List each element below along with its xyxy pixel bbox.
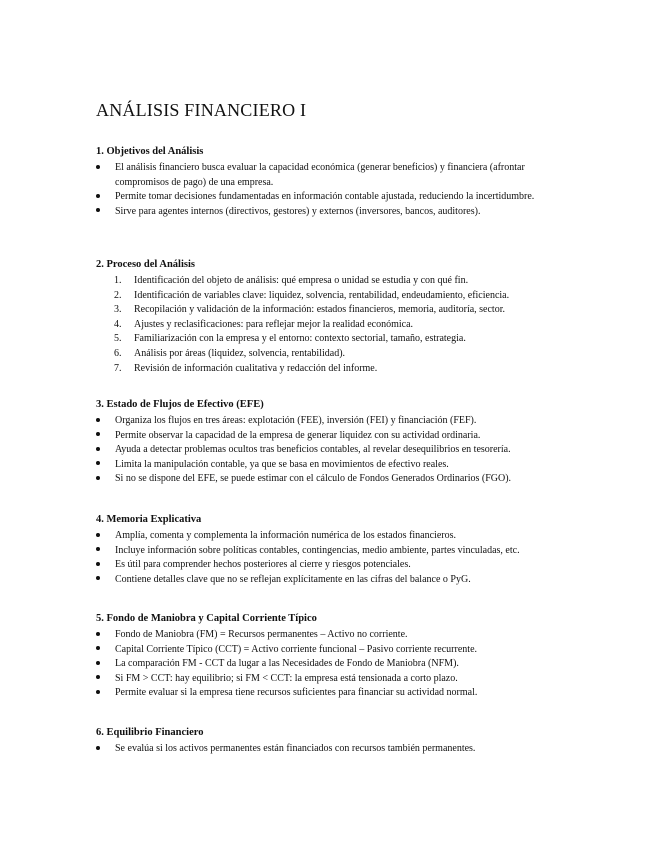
list-item: Organiza los flujos en tres áreas: explotación (FEE), inversión (FEI) y financiación (FEF). (96, 414, 566, 429)
numbered-list (96, 274, 566, 376)
list-item: Ayuda a detectar problemas ocultos tras beneficios contables, al revelar desequilibrios en tesorería. (96, 443, 566, 458)
bullet-icon (96, 686, 108, 701)
section-equilibrio (96, 726, 566, 757)
list-item: Se evalúa si los activos permanentes están financiados con recursos también permanentes. (96, 742, 566, 757)
list-item: Fondo de Maniobra (FM) = Recursos permanentes – Activo no corriente. (96, 628, 566, 643)
list-item: Limita la manipulación contable, ya que se basa en movimientos de efectivo reales. (96, 458, 566, 473)
bullet-icon (96, 161, 108, 176)
list-item: Sirve para agentes internos (directivos, gestores) y externos (inversores, bancos, auditores). (96, 205, 566, 220)
list-item: El análisis financiero busca evaluar la capacidad económica (generar beneficios) y financiera (afrontar compromisos de pago) de una empresa. (96, 161, 566, 190)
list-item: 7. Revisión de información cualitativa y redacción del informe. (114, 362, 378, 374)
bullet-icon (96, 472, 108, 487)
list-item: 6. Análisis por áreas (liquidez, solvencia, rentabilidad). (114, 347, 346, 359)
bullet-icon (96, 573, 108, 588)
section-memoria (96, 513, 566, 587)
list-item: 4. Ajustes y reclasificaciones: para reflejar mejor la realidad económica. (114, 318, 414, 330)
bullet-list (96, 529, 566, 587)
document-title: ANÁLISIS FINANCIERO I (96, 100, 307, 120)
section-heading: 3. Estado de Flujos de Efectivo (EFE) (96, 399, 264, 410)
bullet-icon (96, 205, 108, 220)
bullet-icon (96, 628, 108, 643)
bullet-icon (96, 643, 108, 658)
list-item: Es útil para comprender hechos posteriores al cierre y riesgos potenciales. (96, 558, 566, 573)
section-heading: 4. Memoria Explicativa (96, 514, 202, 525)
bullet-icon (96, 529, 108, 544)
bullet-list (96, 414, 566, 487)
bullet-list (96, 161, 566, 219)
list-item: 2. Identificación de variables clave: liquidez, solvencia, rentabilidad, endeudamiento, eficiencia. (114, 289, 510, 301)
section-objetivos (96, 145, 566, 219)
list-item: La comparación FM - CCT da lugar a las Necesidades de Fondo de Maniobra (NFM). (96, 657, 566, 672)
list-item: 1. Identificación del objeto de análisis: qué empresa o unidad se estudia y con qué fin. (114, 275, 469, 286)
bullet-icon (96, 190, 108, 205)
bullet-icon (96, 429, 108, 444)
section-fondo-maniobra (96, 612, 566, 701)
bullet-icon (96, 544, 108, 559)
list-item: Permite observar la capacidad de la empresa de generar liquidez con su actividad ordinaria. (96, 429, 566, 444)
section-heading: 2. Proceso del Análisis (96, 259, 195, 270)
bullet-icon (96, 414, 108, 429)
section-proceso (96, 258, 566, 376)
section-heading: 1. Objetivos del Análisis (96, 146, 204, 157)
section-efe (96, 398, 566, 487)
bullet-icon (96, 558, 108, 573)
bullet-list (96, 628, 566, 701)
bullet-icon (96, 657, 108, 672)
section-heading: 6. Equilibrio Financiero (96, 727, 204, 738)
list-item: Si FM > CCT: hay equilibrio; si FM < CCT: la empresa está tensionada a corto plazo. (96, 672, 566, 687)
bullet-icon (96, 443, 108, 458)
list-item: Si no se dispone del EFE, se puede estimar con el cálculo de Fondos Generados Ordinarios (FGO). (96, 472, 566, 487)
bullet-list (96, 742, 566, 757)
list-item: 5. Familiarización con la empresa y el entorno: contexto sectorial, tamaño, estrategia. (114, 333, 466, 345)
bullet-icon (96, 742, 108, 757)
list-item: Incluye información sobre políticas contables, contingencias, medio ambiente, partes vinculadas, etc. (96, 544, 566, 559)
list-item: Amplía, comenta y complementa la información numérica de los estados financieros. (96, 529, 566, 544)
list-item: Contiene detalles clave que no se reflejan explícitamente en las cifras del balance o PyG. (96, 573, 566, 588)
list-item: Permite evaluar si la empresa tiene recursos suficientes para financiar su actividad normal. (96, 686, 566, 701)
bullet-icon (96, 672, 108, 687)
list-item: 3. Recopilación y validación de la información: estados financieros, memoria, auditoría, sector. (114, 304, 505, 316)
section-heading: 5. Fondo de Maniobra y Capital Corriente Típico (96, 613, 317, 624)
list-item: Permite tomar decisiones fundamentadas en información contable ajustada, reduciendo la incertidumbre. (96, 190, 566, 205)
list-item: Capital Corriente Típico (CCT) = Activo corriente funcional – Pasivo corriente recurrente. (96, 643, 566, 658)
bullet-icon (96, 458, 108, 473)
